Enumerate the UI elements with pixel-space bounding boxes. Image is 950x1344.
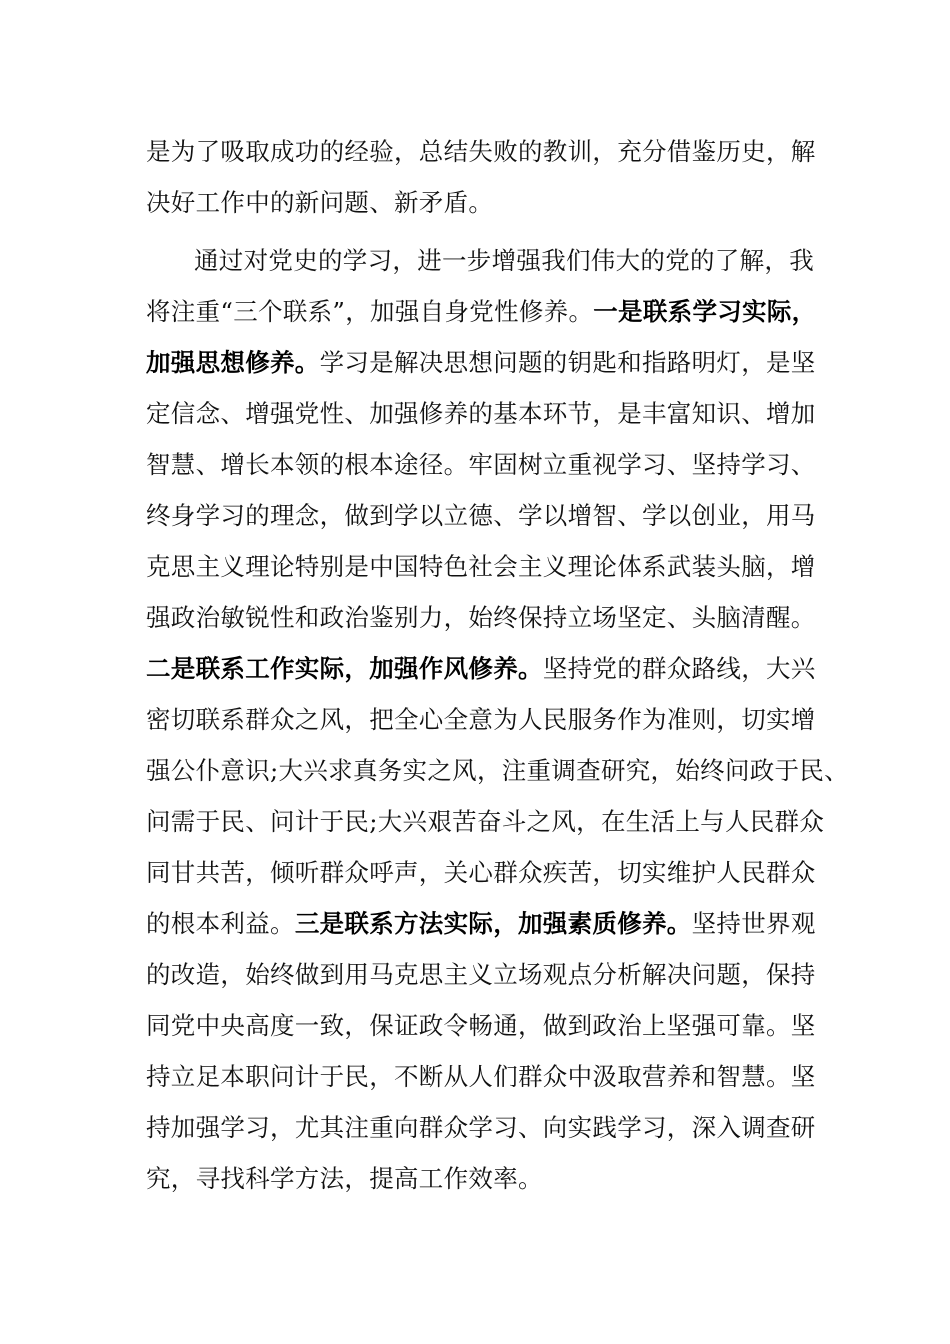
text-line: 强政治敏锐性和政治鉴别力，始终保持立场坚定、头脑清醒。 — [146, 603, 816, 632]
text-line: 是为了吸取成功的经验，总结失败的教训，充分借鉴历史，解 — [146, 137, 816, 166]
text-line: 克思主义理论特别是中国特色社会主义理论体系武装头脑，增 — [146, 552, 816, 581]
text-line: 的根本利益。三是联系方法实际，加强素质修养。坚持世界观 — [146, 909, 816, 938]
text-line: 通过对党史的学习，进一步增强我们伟大的党的了解，我 — [194, 246, 814, 275]
text-line: 强公仆意识;大兴求真务实之风，注重调查研究，始终问政于民、 — [146, 756, 849, 785]
bold-heading: 加强思想修养。 — [146, 348, 320, 377]
bold-heading: 二是联系工作实际，加强作风修养。 — [146, 654, 543, 683]
text-line: 的改造，始终做到用马克思主义立场观点分析解决问题，保持 — [146, 960, 816, 989]
bold-heading: 三是联系方法实际，加强素质修养。 — [294, 909, 692, 938]
text-line: 问需于民、问计于民;大兴艰苦奋斗之风，在生活上与人民群众 — [146, 807, 825, 836]
text-line: 将注重“三个联系”，加强自身党性修养。一是联系学习实际， — [146, 297, 817, 326]
text-line: 持加强学习，尤其注重向群众学习、向实践学习，深入调查研 — [146, 1113, 816, 1142]
text-line: 二是联系工作实际，加强作风修养。坚持党的群众路线，大兴 — [146, 654, 816, 683]
text-line: 持立足本职问计于民，不断从人们群众中汲取营养和智慧。坚 — [146, 1062, 816, 1091]
text-line: 智慧、增长本领的根本途径。牢固树立重视学习、坚持学习、 — [146, 450, 816, 479]
text-line: 定信念、增强党性、加强修养的基本环节，是丰富知识、增加 — [146, 399, 816, 428]
text-line: 同党中央高度一致，保证政令畅通，做到政治上坚强可靠。坚 — [146, 1011, 816, 1040]
bold-heading: 一是联系学习实际， — [593, 297, 817, 326]
text-line: 同甘共苦，倾听群众呼声，关心群众疾苦，切实维护人民群众 — [146, 858, 816, 887]
text-line: 终身学习的理念，做到学以立德、学以增智、学以创业，用马 — [146, 501, 816, 530]
text-line: 加强思想修养。学习是解决思想问题的钥匙和指路明灯，是坚 — [146, 348, 816, 377]
text-line: 决好工作中的新问题、新矛盾。 — [146, 188, 494, 217]
text-line: 究，寻找科学方法，提高工作效率。 — [146, 1164, 543, 1193]
text-line: 密切联系群众之风，把全心全意为人民服务作为准则，切实增 — [146, 705, 816, 734]
